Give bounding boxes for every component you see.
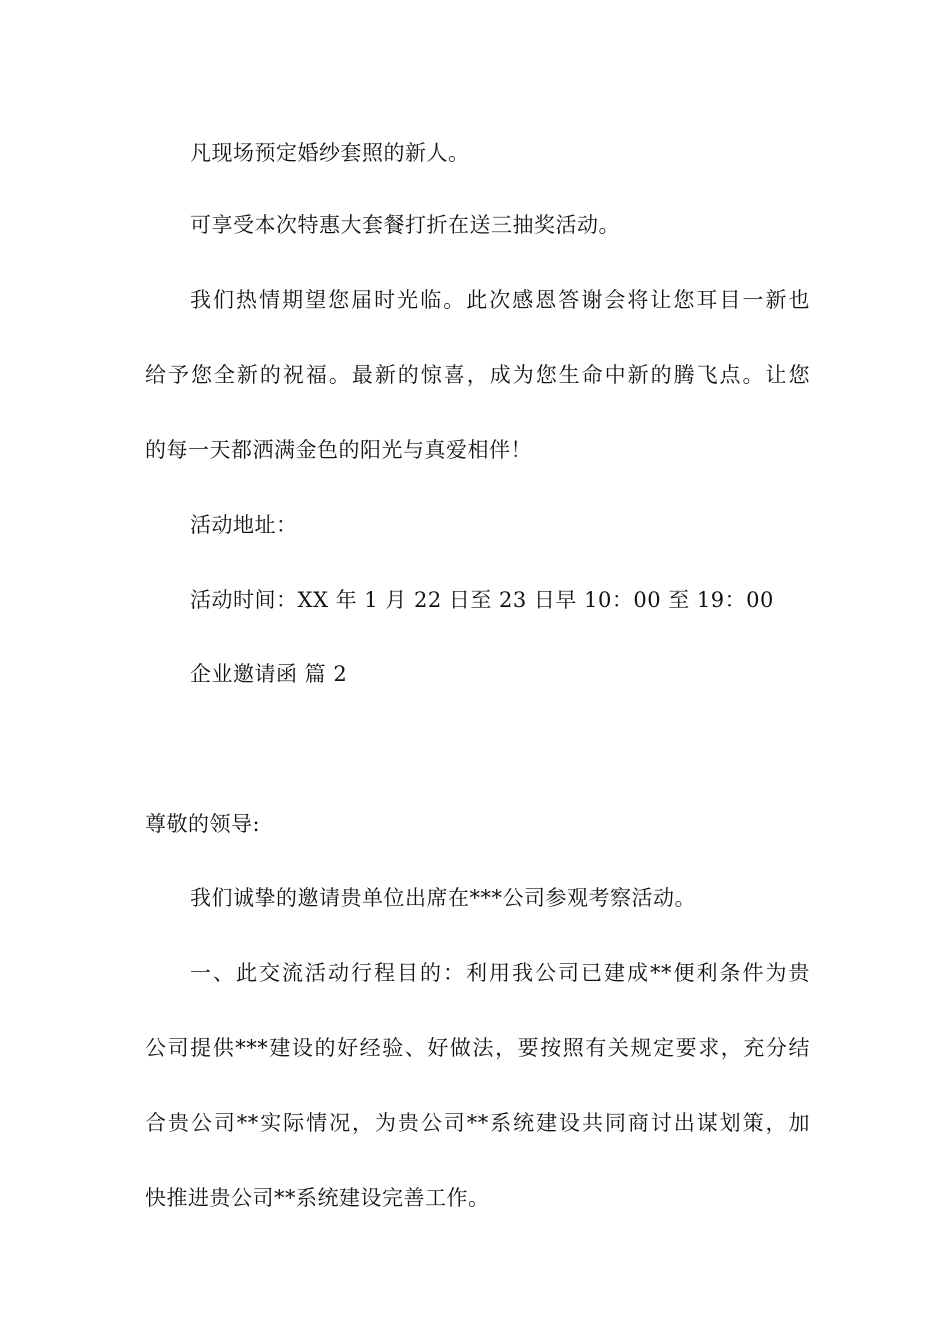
section-heading: 企业邀请函 篇 2	[190, 662, 348, 686]
paragraph-line: 凡现场预定婚纱套照的新人。	[190, 141, 470, 165]
paragraph-line: 一、此交流活动行程目的：利用我公司已建成**便利条件为贵	[190, 961, 810, 985]
address-line: 活动地址：	[190, 513, 298, 537]
time-line: 活动时间：XX 年 1 月 22 日至 23 日早 10：00 至 19：00	[190, 588, 774, 612]
paragraph-line: 我们诚挚的邀请贵单位出席在***公司参观考察活动。	[190, 886, 696, 910]
paragraph-line: 可享受本次特惠大套餐打折在送三抽奖活动。	[190, 213, 620, 237]
paragraph-line: 快推进贵公司**系统建设完善工作。	[145, 1186, 490, 1210]
paragraph-line: 公司提供***建设的好经验、好做法，要按照有关规定要求，充分结	[145, 1036, 810, 1060]
paragraph-line: 给予您全新的祝福。最新的惊喜，成为您生命中新的腾飞点。让您	[145, 363, 810, 387]
paragraph-line: 的每一天都洒满金色的阳光与真爱相伴！	[145, 438, 532, 462]
paragraph-line: 我们热情期望您届时光临。此次感恩答谢会将让您耳目一新也	[190, 288, 810, 312]
salutation: 尊敬的领导:	[145, 812, 261, 836]
paragraph-line: 合贵公司**实际情况，为贵公司**系统建设共同商讨出谋划策，加	[145, 1111, 810, 1135]
